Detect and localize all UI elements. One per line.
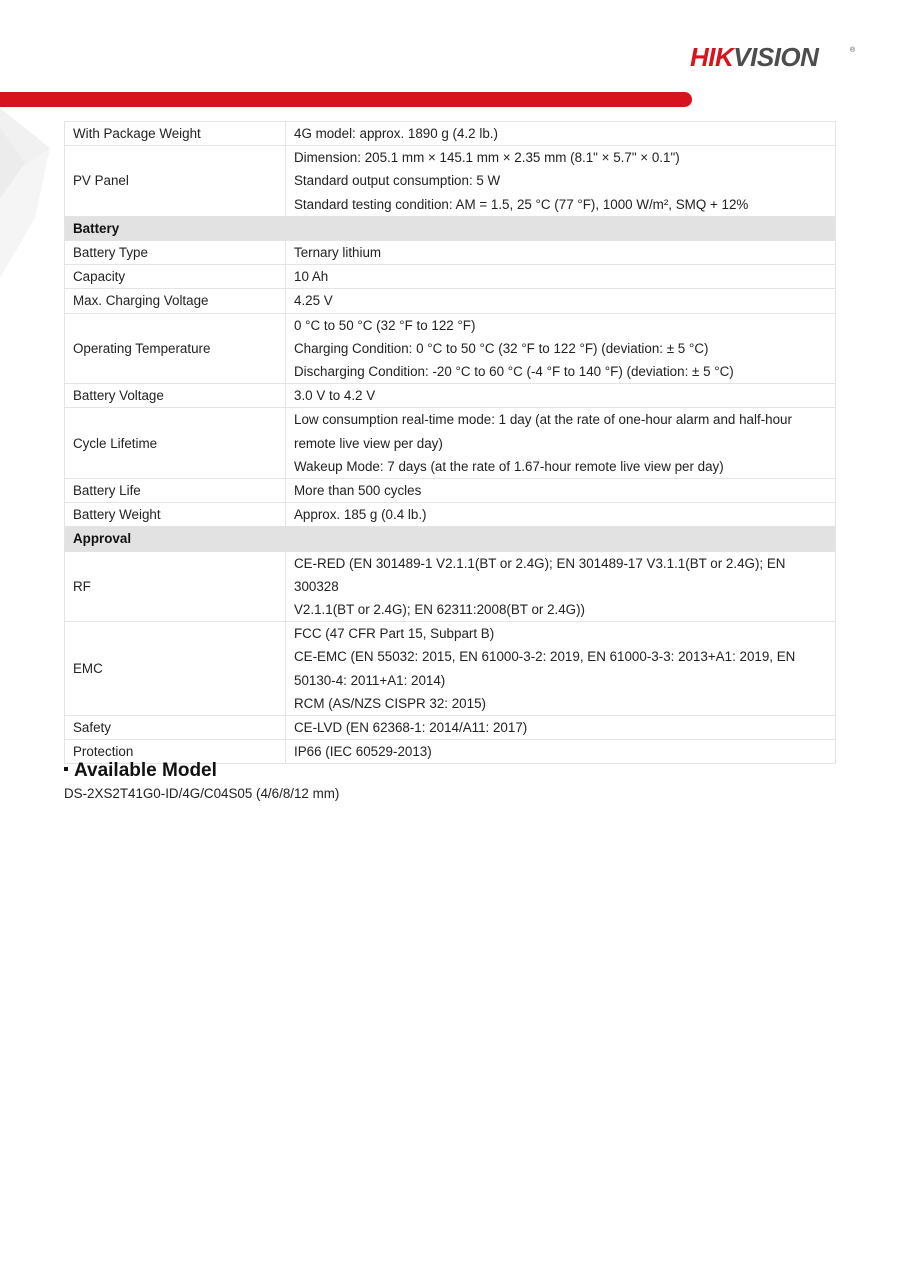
spec-value-line: Low consumption real-time mode: 1 day (at the rate of one-hour alarm and half-hour [294, 412, 792, 428]
spec-value-line: 0 °C to 50 °C (32 °F to 122 °F) [294, 317, 476, 333]
spec-value-line: CE-RED (EN 301489-1 V2.1.1(BT or 2.4G); EN 301489-17 V3.1.1(BT or 2.4G); EN 300328 [294, 555, 786, 594]
spec-value-line: Charging Condition: 0 °C to 50 °C (32 °F to 122 °F) (deviation: ± 5 °C) [294, 340, 709, 356]
section-header-row [65, 216, 836, 240]
spec-row [65, 551, 836, 622]
spec-value-line: CE-LVD (EN 62368-1: 2014/A11: 2017) [294, 720, 528, 736]
spec-label: RF [65, 551, 286, 622]
spec-label: EMC [65, 622, 286, 716]
spec-value [286, 479, 836, 503]
spec-value [286, 716, 836, 740]
hikvision-logo [690, 40, 860, 74]
spec-value-line: Standard testing condition: AM = 1.5, 25 °C (77 °F), 1000 W/m², SMQ + 12% [294, 196, 749, 212]
spec-label: Battery Weight [65, 503, 286, 527]
bullet-icon [64, 767, 68, 771]
spec-row [65, 241, 836, 265]
spec-row [65, 313, 836, 384]
spec-value [286, 122, 836, 146]
spec-value [286, 289, 836, 313]
spec-value-line: FCC (47 CFR Part 15, Subpart B) [294, 626, 495, 642]
spec-value-line: Approx. 185 g (0.4 lb.) [294, 507, 427, 523]
spec-row [65, 146, 836, 217]
svg-text:®: ® [850, 47, 856, 54]
spec-label: With Package Weight [65, 122, 286, 146]
spec-value-line: CE-EMC (EN 55032: 2015, EN 61000-3-2: 2019, EN 61000-3-3: 2013+A1: 2019, EN [294, 649, 796, 665]
spec-row [65, 503, 836, 527]
svg-text:HIKVISION: HIKVISION [690, 42, 819, 72]
spec-row [65, 265, 836, 289]
spec-value-line: 4.25 V [294, 293, 333, 309]
spec-value [286, 503, 836, 527]
spec-value-line: 3.0 V to 4.2 V [294, 388, 376, 404]
spec-label: PV Panel [65, 146, 286, 217]
spec-value-line: Wakeup Mode: 7 days (at the rate of 1.67-hour remote live view per day) [294, 458, 724, 474]
spec-value [286, 622, 836, 716]
spec-label: Protection [65, 740, 286, 764]
section-header-row [65, 527, 836, 551]
spec-label: Safety [65, 716, 286, 740]
spec-value [286, 408, 836, 479]
section-title: Approval [65, 527, 836, 551]
spec-label: Max. Charging Voltage [65, 289, 286, 313]
section-title: Battery [65, 216, 836, 240]
spec-value-line: remote live view per day) [294, 435, 443, 451]
spec-value-line: Standard output consumption: 5 W [294, 173, 501, 189]
available-model-heading [64, 760, 217, 782]
spec-value [286, 146, 836, 217]
spec-value [286, 384, 836, 408]
spec-row [65, 122, 836, 146]
spec-label: Capacity [65, 265, 286, 289]
spec-value-line: 10 Ah [294, 269, 329, 285]
spec-label: Battery Voltage [65, 384, 286, 408]
spec-value [286, 265, 836, 289]
spec-value [286, 241, 836, 265]
spec-value [286, 740, 836, 764]
specification-table [64, 121, 836, 764]
spec-label: Cycle Lifetime [65, 408, 286, 479]
spec-value-line: 4G model: approx. 1890 g (4.2 lb.) [294, 126, 498, 141]
spec-row [65, 479, 836, 503]
spec-value [286, 551, 836, 622]
spec-value-line: Discharging Condition: -20 °C to 60 °C (-4 °F to 140 °F) (deviation: ± 5 °C) [294, 364, 734, 380]
available-model-title: Available Model [74, 760, 217, 781]
available-model-name: DS-2XS2T41G0-ID/4G/C04S05 (4/6/8/12 mm) [64, 786, 340, 801]
header-accent-bar [0, 92, 692, 107]
spec-label: Battery Type [65, 241, 286, 265]
spec-row [65, 384, 836, 408]
spec-value-line: V2.1.1(BT or 2.4G); EN 62311:2008(BT or 2.4G)) [294, 602, 586, 618]
spec-row [65, 289, 836, 313]
spec-value-line: RCM (AS/NZS CISPR 32: 2015) [294, 695, 486, 711]
spec-row [65, 716, 836, 740]
spec-value-line: 50130-4: 2011+A1: 2014) [294, 672, 446, 688]
spec-row [65, 408, 836, 479]
spec-row [65, 622, 836, 716]
spec-label: Operating Temperature [65, 313, 286, 384]
decorative-shape [0, 108, 70, 288]
spec-value [286, 313, 836, 384]
spec-value-line: More than 500 cycles [294, 483, 422, 499]
spec-value-line: Dimension: 205.1 mm × 145.1 mm × 2.35 mm (8.1" × 5.7" × 0.1") [294, 150, 680, 166]
spec-value-line: IP66 (IEC 60529-2013) [294, 744, 432, 760]
spec-label: Battery Life [65, 479, 286, 503]
spec-value-line: Ternary lithium [294, 245, 382, 261]
